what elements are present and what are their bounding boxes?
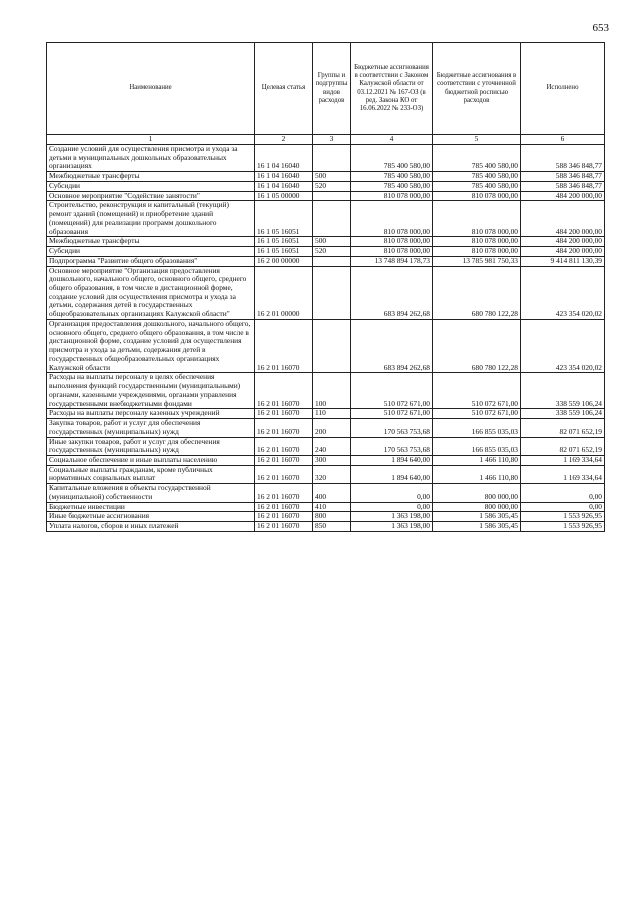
row-law-amount: 0,00 [351, 484, 433, 502]
row-updated-amount: 1 586 305,45 [433, 522, 521, 532]
row-executed-amount: 338 559 106,24 [521, 373, 605, 409]
row-target-code: 16 1 04 16040 [255, 172, 313, 182]
row-updated-amount: 510 072 671,00 [433, 409, 521, 419]
table-row [47, 502, 605, 512]
row-expense-group [313, 256, 351, 266]
row-executed-amount: 423 354 020,02 [521, 266, 605, 319]
row-executed-amount: 484 200 000,00 [521, 191, 605, 201]
row-target-code: 16 1 05 16051 [255, 237, 313, 247]
row-law-amount: 810 078 000,00 [351, 237, 433, 247]
row-executed-amount: 588 346 848,77 [521, 172, 605, 182]
row-executed-amount: 9 414 811 130,39 [521, 256, 605, 266]
table-row [47, 409, 605, 419]
table-row [47, 465, 605, 483]
table-row [47, 373, 605, 409]
column-number: 6 [521, 135, 605, 145]
row-expense-group [313, 145, 351, 172]
row-expense-group [313, 191, 351, 201]
row-target-code: 16 2 01 16070 [255, 419, 313, 437]
row-name: Основное мероприятие "Организация предоставления дошкольного, начального общего, основного общего, среднего общего образования, в том числе в дистанционной форме, создание условий для осуществления присмотра и ухода за детьми, содержания детей в государственных общеобразовательных организациях Калужской области" [47, 266, 255, 319]
row-target-code: 16 2 01 16070 [255, 522, 313, 532]
row-expense-group: 520 [313, 247, 351, 257]
row-expense-group [313, 266, 351, 319]
row-expense-group [313, 319, 351, 372]
header-law: Бюджетные ассигнования в соответствии с Законом Калужской области от 03.12.2021 № 167-ОЗ (в ред. Закона КО от 16.06.2022 № 233-ОЗ) [351, 43, 433, 135]
row-law-amount: 810 078 000,00 [351, 247, 433, 257]
row-target-code: 16 1 05 16051 [255, 247, 313, 257]
table-row [47, 455, 605, 465]
row-law-amount: 683 894 262,68 [351, 266, 433, 319]
row-law-amount: 785 400 580,00 [351, 145, 433, 172]
row-law-amount: 1 894 640,00 [351, 455, 433, 465]
row-executed-amount: 1 553 926,95 [521, 522, 605, 532]
row-name: Строительство, реконструкция и капитальный (текущий) ремонт зданий (помещений) и приобретение зданий (помещений) для реализации программ дошкольного образования [47, 201, 255, 237]
table-row [47, 191, 605, 201]
row-updated-amount: 810 078 000,00 [433, 237, 521, 247]
header-name: Наименование [47, 43, 255, 135]
row-name: Межбюджетные трансферты [47, 172, 255, 182]
column-number: 1 [47, 135, 255, 145]
row-target-code: 16 2 01 16070 [255, 484, 313, 502]
table-row [47, 266, 605, 319]
column-number: 2 [255, 135, 313, 145]
row-name: Субсидии [47, 181, 255, 191]
row-name: Подпрограмма "Развитие общего образования" [47, 256, 255, 266]
budget-table [46, 42, 605, 532]
row-expense-group: 400 [313, 484, 351, 502]
table-row [47, 145, 605, 172]
row-expense-group: 500 [313, 237, 351, 247]
row-law-amount: 0,00 [351, 502, 433, 512]
row-name: Основное мероприятие "Содействие занятости" [47, 191, 255, 201]
row-target-code: 16 1 05 16051 [255, 201, 313, 237]
row-executed-amount: 588 346 848,77 [521, 181, 605, 191]
row-expense-group: 300 [313, 455, 351, 465]
row-updated-amount: 1 466 110,80 [433, 455, 521, 465]
row-updated-amount: 680 780 122,28 [433, 266, 521, 319]
row-target-code: 16 2 01 16070 [255, 502, 313, 512]
row-executed-amount: 588 346 848,77 [521, 145, 605, 172]
row-target-code: 16 2 01 16070 [255, 512, 313, 522]
row-expense-group: 200 [313, 419, 351, 437]
row-executed-amount: 484 200 000,00 [521, 237, 605, 247]
row-executed-amount: 338 559 106,24 [521, 409, 605, 419]
row-expense-group [313, 201, 351, 237]
row-executed-amount: 0,00 [521, 484, 605, 502]
header-code: Целевая статья [255, 43, 313, 135]
row-executed-amount: 82 071 652,19 [521, 437, 605, 455]
row-updated-amount: 1 466 110,80 [433, 465, 521, 483]
row-expense-group: 410 [313, 502, 351, 512]
row-executed-amount: 82 071 652,19 [521, 419, 605, 437]
header-row [47, 43, 605, 135]
row-updated-amount: 810 078 000,00 [433, 201, 521, 237]
row-law-amount: 785 400 580,00 [351, 172, 433, 182]
row-law-amount: 785 400 580,00 [351, 181, 433, 191]
column-number-row [47, 135, 605, 145]
row-law-amount: 810 078 000,00 [351, 201, 433, 237]
row-target-code: 16 2 01 16070 [255, 409, 313, 419]
row-name: Создание условий для осуществления присмотра и ухода за детьми в муниципальных дошкольных образовательных организациях [47, 145, 255, 172]
table-row [47, 437, 605, 455]
row-law-amount: 810 078 000,00 [351, 191, 433, 201]
row-executed-amount: 484 200 000,00 [521, 247, 605, 257]
row-target-code: 16 2 01 16070 [255, 437, 313, 455]
row-updated-amount: 810 078 000,00 [433, 247, 521, 257]
row-name: Межбюджетные трансферты [47, 237, 255, 247]
table-row [47, 201, 605, 237]
column-number: 3 [313, 135, 351, 145]
row-expense-group: 240 [313, 437, 351, 455]
row-updated-amount: 785 400 580,00 [433, 145, 521, 172]
row-expense-group: 850 [313, 522, 351, 532]
row-updated-amount: 800 000,00 [433, 484, 521, 502]
row-executed-amount: 423 354 020,02 [521, 319, 605, 372]
row-executed-amount: 1 169 334,64 [521, 465, 605, 483]
row-law-amount: 510 072 671,00 [351, 373, 433, 409]
row-updated-amount: 1 586 305,45 [433, 512, 521, 522]
row-law-amount: 1 894 640,00 [351, 465, 433, 483]
row-target-code: 16 1 04 16040 [255, 181, 313, 191]
row-target-code: 16 1 05 00000 [255, 191, 313, 201]
row-name: Социальные выплаты гражданам, кроме публичных нормативных социальных выплат [47, 465, 255, 483]
row-name: Расходы на выплаты персоналу казенных учреждений [47, 409, 255, 419]
column-number: 4 [351, 135, 433, 145]
row-updated-amount: 510 072 671,00 [433, 373, 521, 409]
row-executed-amount: 1 169 334,64 [521, 455, 605, 465]
table-row [47, 256, 605, 266]
row-name: Организация предоставления дошкольного, начального общего, основного общего, среднего общего образования, в том числе в дистанционной форме, создание условий для осуществления присмотра и ухода за детьми, содержания детей в государственных общеобразовательных организациях Калужской области [47, 319, 255, 372]
row-name: Уплата налогов, сборов и иных платежей [47, 522, 255, 532]
row-law-amount: 13 748 894 178,73 [351, 256, 433, 266]
row-law-amount: 170 563 753,68 [351, 437, 433, 455]
row-updated-amount: 800 000,00 [433, 502, 521, 512]
row-executed-amount: 1 553 926,95 [521, 512, 605, 522]
page-number: 653 [592, 22, 609, 34]
row-law-amount: 510 072 671,00 [351, 409, 433, 419]
row-name: Расходы на выплаты персоналу в целях обеспечения выполнения функций государственными (муниципальными) органами, казенными учреждениями, органами управления государственными внебюджетными фондами [47, 373, 255, 409]
header-executed: Исполнено [521, 43, 605, 135]
column-number: 5 [433, 135, 521, 145]
row-updated-amount: 680 780 122,28 [433, 319, 521, 372]
row-expense-group: 520 [313, 181, 351, 191]
table-row [47, 181, 605, 191]
row-law-amount: 1 363 198,00 [351, 522, 433, 532]
table-row [47, 522, 605, 532]
table-row [47, 512, 605, 522]
row-target-code: 16 2 01 16070 [255, 373, 313, 409]
row-name: Бюджетные инвестиции [47, 502, 255, 512]
row-name: Капитальные вложения в объекты государственной (муниципальной) собственности [47, 484, 255, 502]
table-row [47, 419, 605, 437]
row-law-amount: 170 563 753,68 [351, 419, 433, 437]
row-law-amount: 1 363 198,00 [351, 512, 433, 522]
row-updated-amount: 785 400 580,00 [433, 172, 521, 182]
row-updated-amount: 785 400 580,00 [433, 181, 521, 191]
row-name: Закупка товаров, работ и услуг для обеспечения государственных (муниципальных) нужд [47, 419, 255, 437]
row-target-code: 16 2 01 16070 [255, 319, 313, 372]
row-target-code: 16 2 01 00000 [255, 266, 313, 319]
row-target-code: 16 1 04 16040 [255, 145, 313, 172]
row-target-code: 16 2 01 16070 [255, 455, 313, 465]
row-expense-group: 320 [313, 465, 351, 483]
row-executed-amount: 0,00 [521, 502, 605, 512]
table-row [47, 237, 605, 247]
table-row [47, 319, 605, 372]
row-updated-amount: 166 855 035,03 [433, 419, 521, 437]
row-executed-amount: 484 200 000,00 [521, 201, 605, 237]
row-law-amount: 683 894 262,68 [351, 319, 433, 372]
header-group: Группы и подгруппы видов расходов [313, 43, 351, 135]
table-row [47, 247, 605, 257]
row-target-code: 16 2 01 16070 [255, 465, 313, 483]
table-row [47, 484, 605, 502]
row-expense-group: 110 [313, 409, 351, 419]
row-updated-amount: 166 855 035,03 [433, 437, 521, 455]
row-target-code: 16 2 00 00000 [255, 256, 313, 266]
row-expense-group: 800 [313, 512, 351, 522]
row-name: Социальное обеспечение и иные выплаты населению [47, 455, 255, 465]
row-updated-amount: 13 785 981 750,33 [433, 256, 521, 266]
table-row [47, 172, 605, 182]
header-updated: Бюджетные ассигнования в соответствии с уточненной бюджетной росписью расходов [433, 43, 521, 135]
row-expense-group: 100 [313, 373, 351, 409]
row-name: Иные закупки товаров, работ и услуг для обеспечения государственных (муниципальных) нужд [47, 437, 255, 455]
row-expense-group: 500 [313, 172, 351, 182]
row-name: Иные бюджетные ассигнования [47, 512, 255, 522]
row-name: Субсидии [47, 247, 255, 257]
row-updated-amount: 810 078 000,00 [433, 191, 521, 201]
